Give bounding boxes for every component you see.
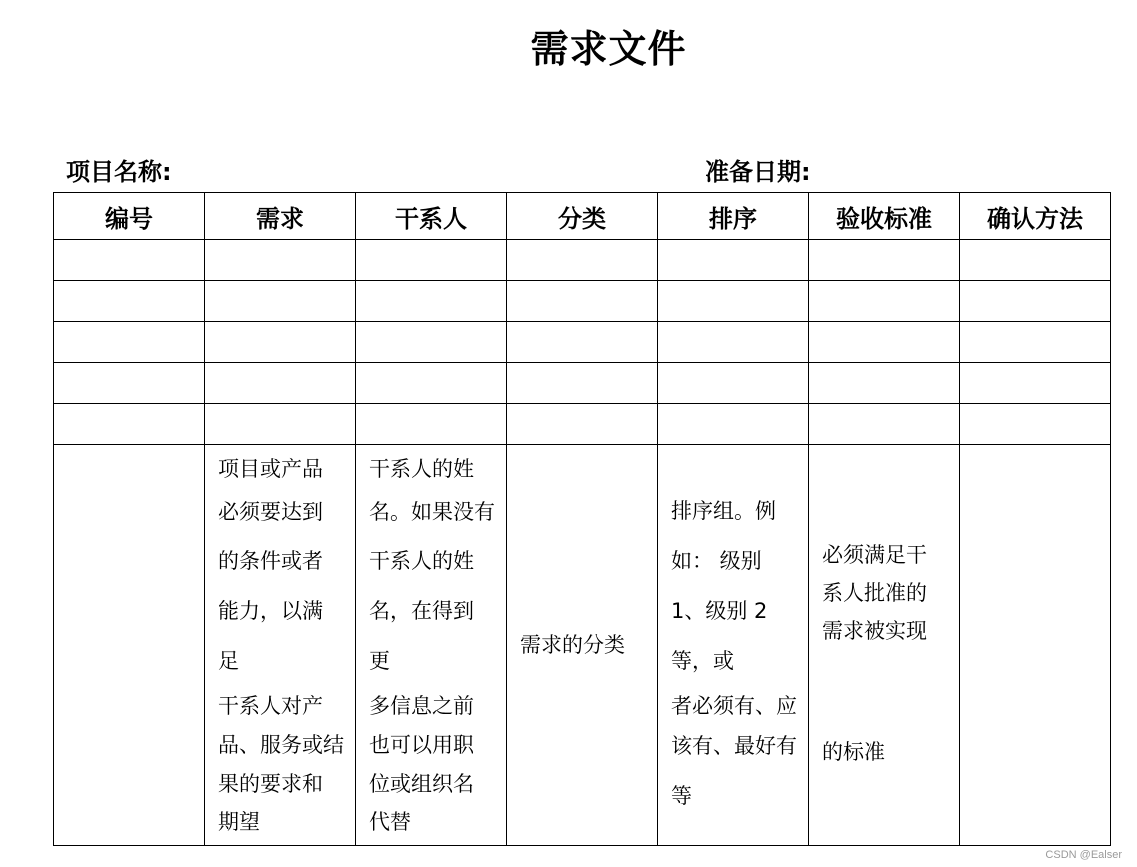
table-cell[interactable] [809,281,960,322]
table-cell[interactable] [356,363,507,404]
cell-line: 干系人的姓 [369,549,474,573]
cell-line: 果的要求和 [218,772,323,796]
table-row [54,322,1111,363]
cell-id[interactable] [54,445,205,846]
cell-category[interactable] [507,445,658,846]
table-cell[interactable] [960,363,1111,404]
table-cell[interactable] [507,322,658,363]
table-cell[interactable] [658,240,809,281]
table-cell[interactable] [658,363,809,404]
cell-acceptance-criteria[interactable] [809,445,960,846]
cell-line: 能力，以满 [218,599,323,623]
cell-validation-method[interactable] [960,445,1111,846]
requirements-table [53,192,1111,846]
table-header-row [54,193,1111,240]
cell-line: 期望 [218,810,260,834]
table-cell[interactable] [658,322,809,363]
cell-line: 必须满足干 [822,543,927,567]
cell-line: 等 [671,784,692,808]
table-cell[interactable] [54,240,205,281]
table-cell[interactable] [507,404,658,445]
table-cell[interactable] [960,281,1111,322]
cell-line: 者必须有、应 [671,694,797,718]
cell-line: 项目或产品 [218,457,323,481]
cell-line: 必须要达到 [218,500,323,524]
table-cell[interactable] [809,363,960,404]
table-cell[interactable] [205,322,356,363]
cell-requirement[interactable] [205,445,356,846]
cell-line: 排序组。例 [671,499,776,523]
cell-line: 也可以用职 [369,733,474,757]
table-cell[interactable] [809,240,960,281]
cell-line: 位或组织名 [369,772,474,796]
cell-stakeholder[interactable] [356,445,507,846]
cell-priority[interactable] [658,445,809,846]
header-requirement: 需求 [205,193,356,240]
category-text: 需求的分类 [520,632,625,657]
table-cell[interactable] [960,240,1111,281]
table-cell[interactable] [356,240,507,281]
cell-line: 更 [369,649,390,673]
table-row [54,281,1111,322]
cell-line: 名，在得到 [369,599,474,623]
header-stakeholder: 干系人 [356,193,507,240]
watermark: CSDN @Ealser [1045,849,1122,861]
table-cell[interactable] [507,363,658,404]
project-name-label: 项目名称: [66,158,172,186]
table-cell[interactable] [205,404,356,445]
table-cell[interactable] [658,281,809,322]
cell-line: 的条件或者 [218,549,323,573]
table-cell[interactable] [658,404,809,445]
header-validation-method: 确认方法 [960,193,1111,240]
cell-line: 品、服务或结 [218,733,344,757]
table-cell[interactable] [356,322,507,363]
table-cell[interactable] [205,281,356,322]
table-cell[interactable] [54,322,205,363]
table-cell[interactable] [809,322,960,363]
cell-line: 该有、最好有 [671,734,797,758]
cell-line: 代替 [369,810,411,834]
document-title: 需求文件 [530,27,687,71]
cell-line: 如： 级别 [671,549,762,573]
header-priority: 排序 [658,193,809,240]
table-cell[interactable] [54,404,205,445]
table-cell[interactable] [356,281,507,322]
table-row [54,363,1111,404]
table-cell[interactable] [960,322,1111,363]
table-cell[interactable] [205,240,356,281]
cell-line: 名。如果没有 [369,500,495,524]
table-cell[interactable] [205,363,356,404]
header-acceptance-criteria: 验收标准 [809,193,960,240]
cell-line: 干系人对产 [218,694,323,718]
table-cell[interactable] [356,404,507,445]
description-row [54,445,1111,846]
cell-line: 需求被实现 [822,619,927,643]
cell-line: 等，或 [671,649,734,673]
header-id: 编号 [54,193,205,240]
table-row [54,404,1111,445]
table-cell[interactable] [507,281,658,322]
cell-line: 的标准 [822,740,885,764]
cell-line: 干系人的姓 [369,457,474,481]
cell-line: 足 [218,649,239,673]
table-cell[interactable] [507,240,658,281]
prepare-date-label: 准备日期: [705,158,811,186]
cell-line: 系人批准的 [822,581,927,605]
cell-line: 多信息之前 [369,694,474,718]
table-cell[interactable] [54,363,205,404]
cell-line: 1、级别 2 [671,599,768,623]
table-cell[interactable] [960,404,1111,445]
header-category: 分类 [507,193,658,240]
table-row [54,240,1111,281]
table-cell[interactable] [809,404,960,445]
table-cell[interactable] [54,281,205,322]
